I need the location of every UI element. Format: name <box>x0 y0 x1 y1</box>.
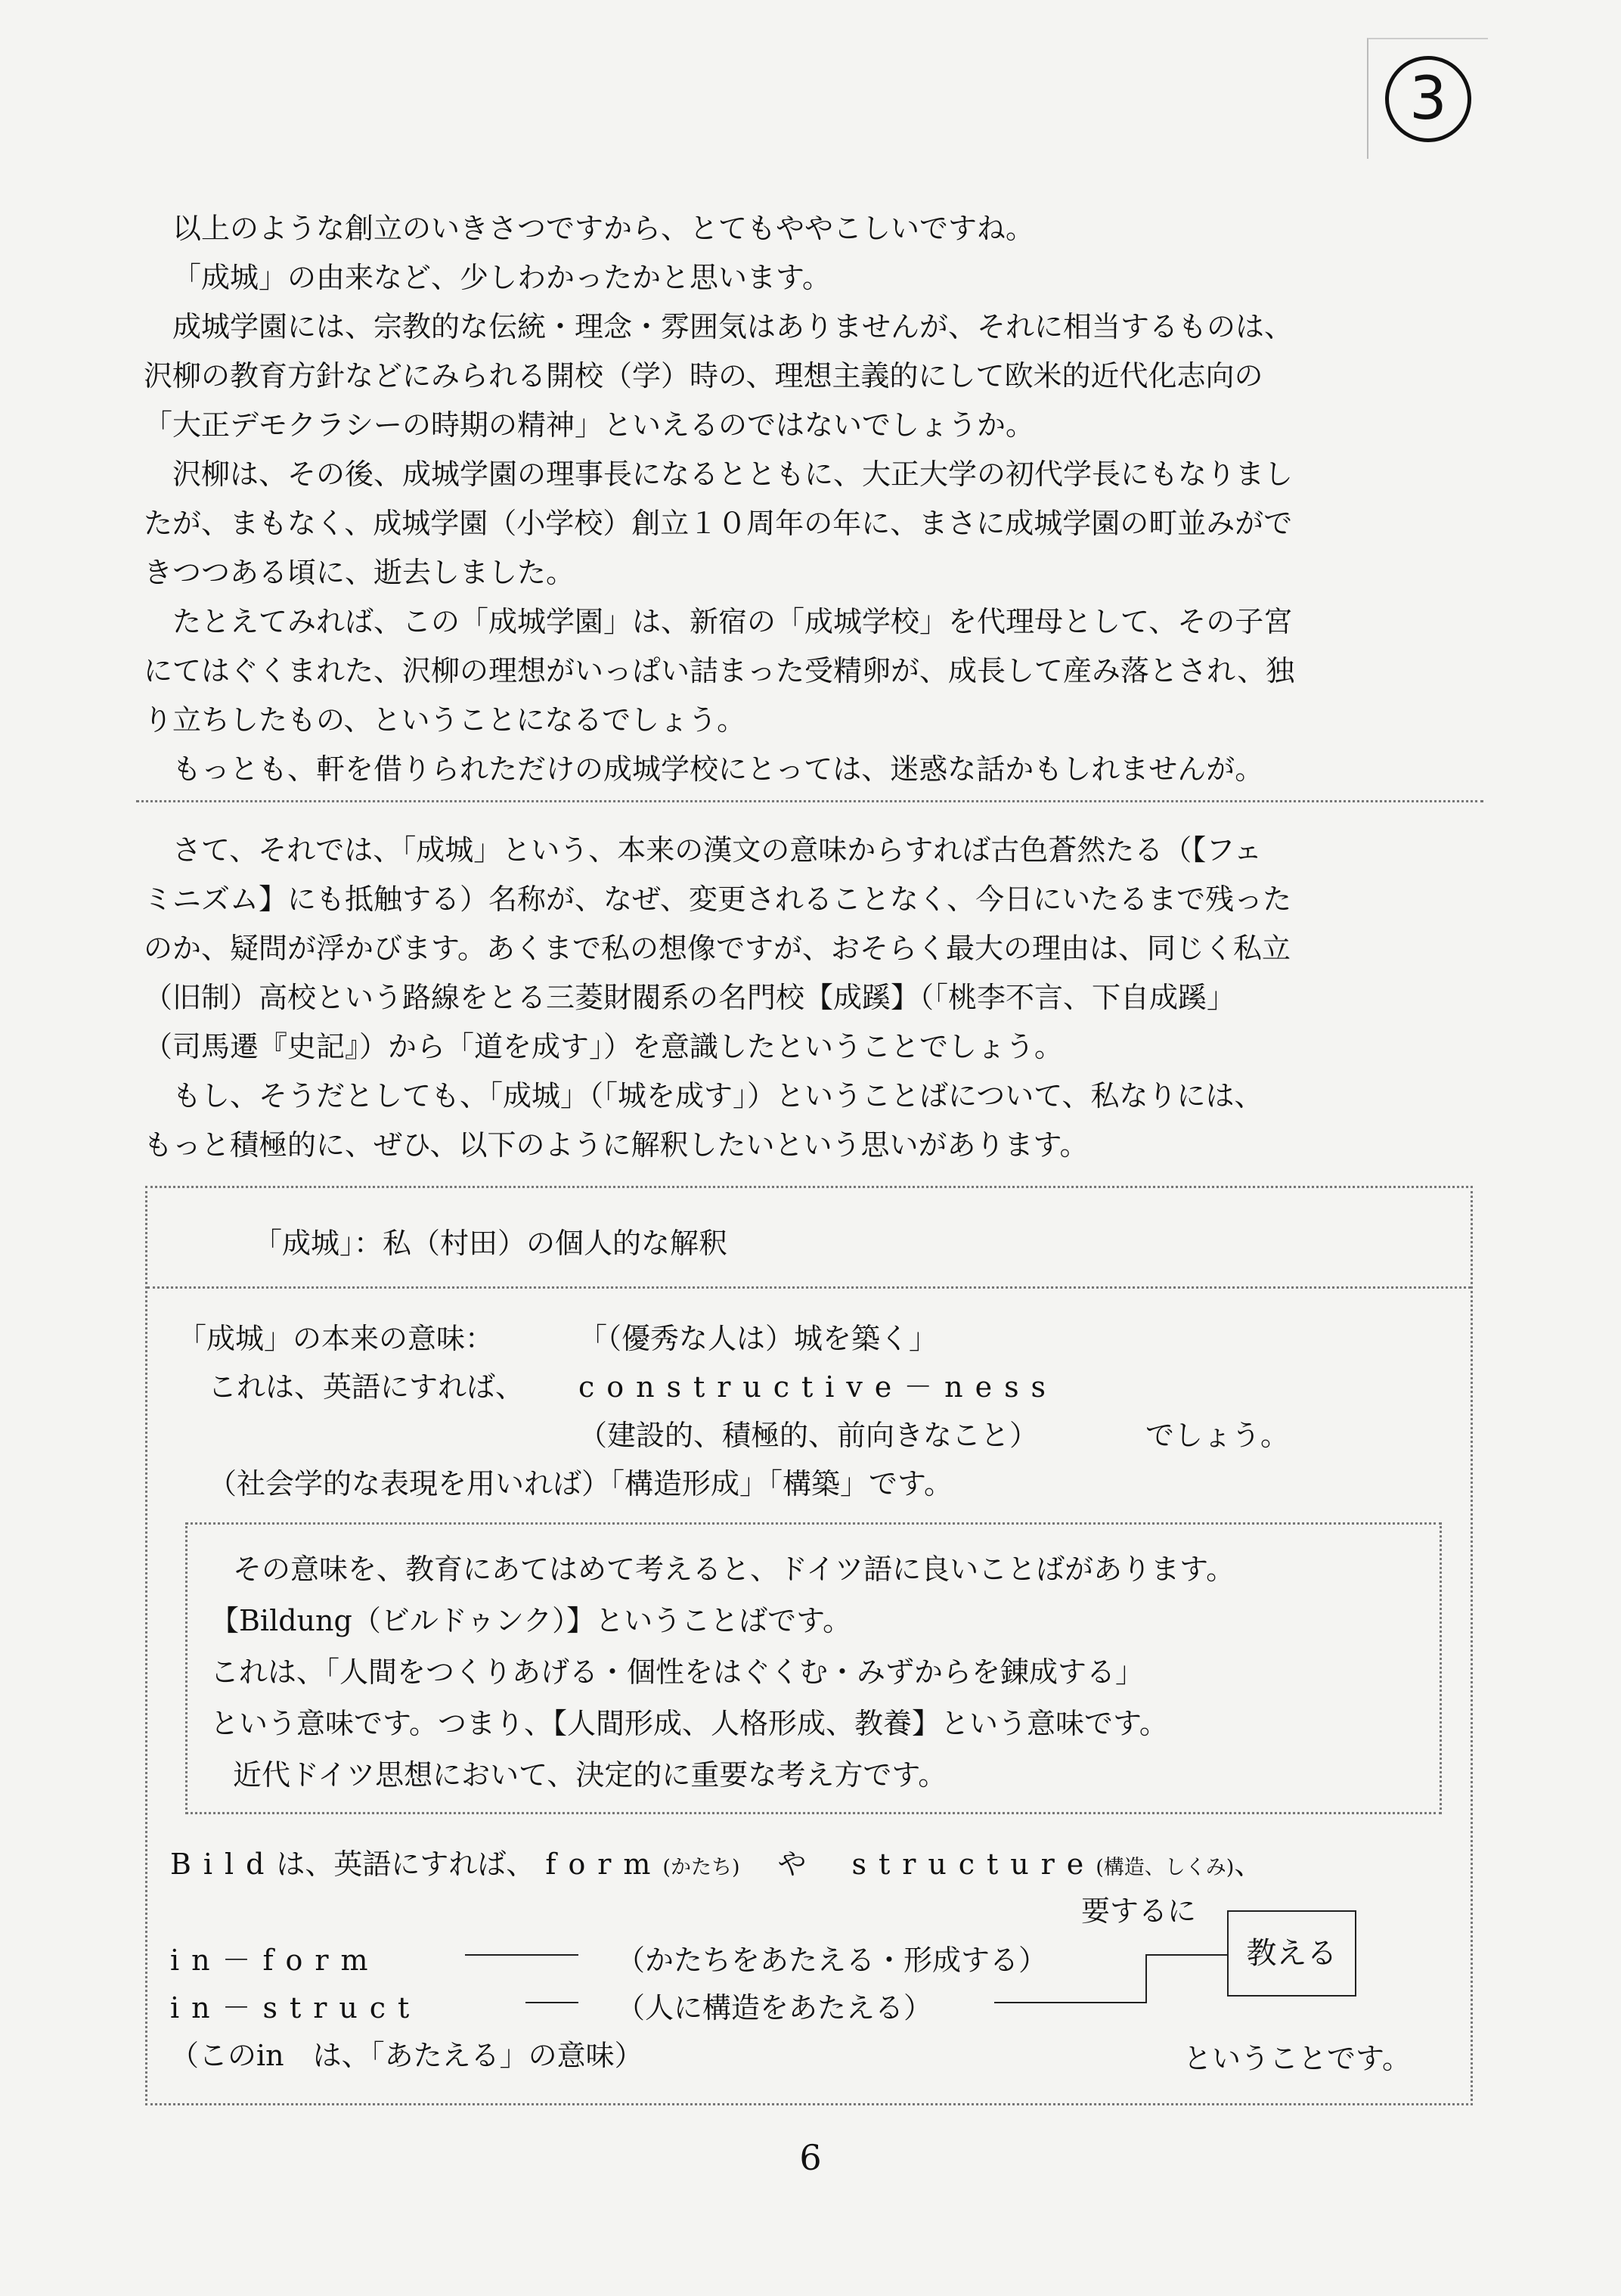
connector-line <box>525 2002 578 2003</box>
meaning-label: 「成城」の本来の意味： <box>178 1322 494 1355</box>
instruct-word: in－struct <box>170 1991 422 2025</box>
form-word: form <box>545 1848 663 1881</box>
form-note: (かたち) <box>662 1856 740 1879</box>
socio-line: （社会学的な表現を用いれば）「構造形成」「構築」です。 <box>208 1467 953 1500</box>
text-line: たが、まもなく、成城学園（小学校）創立１０周年の年に、まさに成城学園の町並みがで <box>144 507 1293 540</box>
structure-word: structure <box>851 1848 1096 1881</box>
text-line: のか、疑問が浮かびます。あくまで私の想像ですが、おそらく最大の理由は、同じく私立 <box>144 932 1291 965</box>
text-line: もっとも、軒を借りられただけの成城学校にとっては、迷惑な話かもしれませんが。 <box>172 752 1264 786</box>
box-divider <box>147 1286 1471 1289</box>
box-title: 「成城」：私（村田）の個人的な解釈 <box>253 1227 728 1260</box>
text-line: り立ちしたもの、ということになるでしょう。 <box>144 703 746 737</box>
text-line: （司馬遷『史記』）から「道を成す」）を意識したということでしょう。 <box>144 1030 1064 1063</box>
text-line: たとえてみれば、この「成城学園」は、新宿の「成城学校」を代理母として、その子宮 <box>172 605 1293 638</box>
text-line: もし、そうだとしても、「成城」（「城を成す」）ということばについて、私なりには、 <box>172 1079 1263 1112</box>
section-badge <box>1367 38 1488 159</box>
conclusion-text: ということです。 <box>1183 2042 1411 2075</box>
teach-box: 教える <box>1227 1910 1356 1997</box>
text-line: （旧制）高校という路線をとる三菱財閥系の名門校【成蹊】（「桃李不言、下自成蹊」 <box>144 981 1236 1014</box>
text-line: 成城学園には、宗教的な伝統・理念・雰囲気はありませんが、それに相当するものは、 <box>172 310 1294 343</box>
connector-line <box>465 1954 578 1956</box>
text-line: にてはぐくまれた、沢柳の理想がいっぱい詰まった受精卵が、成長して産み落とされ、独 <box>144 654 1295 687</box>
bild-mid: は、英語にすれば、 <box>276 1848 535 1881</box>
structure-end: 、 <box>1234 1848 1263 1881</box>
text-line: 「成城」の由来など、少しわかったかと思います。 <box>172 261 831 294</box>
meaning-value: 「（優秀な人は）城を築く」 <box>578 1322 938 1355</box>
instruct-definition: （人に構造をあたえる） <box>616 1991 933 2025</box>
bildung-box <box>185 1522 1442 1814</box>
connector-line <box>1145 1954 1147 2003</box>
text-line: きつつある頃に、逝去しました。 <box>144 556 575 589</box>
text-line: ミニズム】にも抵触する）名称が、なぜ、変更されることなく、今日にいたるまで残った <box>144 883 1292 916</box>
inner-line: 【Bildung（ビルドゥンク）】ということばです。 <box>210 1604 852 1637</box>
structure-note: (構造、しくみ) <box>1096 1856 1235 1879</box>
inner-line: その意味を、教育にあてはめて考えると、ドイツ語に良いことばがあります。 <box>233 1553 1235 1586</box>
dotted-separator <box>136 800 1483 802</box>
text-line: 沢柳の教育方針などにみられる開校（学）時の、理想主義的にして欧米的近代化志向の <box>144 359 1263 392</box>
inner-line: これは、「人間をつくりあげる・個性をはぐくむ・みずからを錬成する」 <box>210 1655 1145 1689</box>
section-number: 3 <box>1385 56 1471 142</box>
inform-word: in－form <box>170 1944 380 1977</box>
bild-line <box>170 1841 1263 1882</box>
inform-definition: （かたちをあたえる・形成する） <box>616 1944 1048 1977</box>
inner-line: 近代ドイツ思想において、決定的に重要な考え方です。 <box>233 1758 947 1792</box>
text-line: 「大正デモクラシーの時期の精神」といえるのではないでしょうか。 <box>144 408 1035 442</box>
second-paragraph <box>144 826 1505 1170</box>
yousuruni-text: 要するに <box>1081 1894 1197 1928</box>
bild-word: Bild <box>170 1848 277 1881</box>
interpretation-box <box>145 1186 1473 2105</box>
text-line: もっと積極的に、ぜひ、以下のように解釈したいという思いがあります。 <box>144 1128 1089 1162</box>
text-line: 沢柳は、その後、成城学園の理事長になるとともに、大正大学の初代学長にもなりまし <box>172 458 1294 491</box>
text-line: さて、それでは、「成城」という、本来の漢文の意味からすれば古色蒼然たる（【フェ <box>172 833 1263 867</box>
in-note: （このin は、「あたえる」の意味） <box>170 2039 643 2072</box>
connector-line <box>1145 1954 1227 1956</box>
page-number: 6 <box>799 2137 822 2178</box>
intro-paragraph <box>144 204 1505 794</box>
inner-line: という意味です。つまり、【人間形成、人格形成、教養】という意味です。 <box>210 1707 1168 1740</box>
english-prefix: これは、英語にすれば、 <box>208 1370 525 1404</box>
paren-definition: （建設的、積極的、前向きなこと） <box>578 1419 1039 1452</box>
connector-line <box>994 2002 1147 2003</box>
ya-text: や <box>777 1848 807 1881</box>
text-line: 以上のような創立のいきさつですから、とてもややこしいですね。 <box>172 212 1035 245</box>
deshou-text: でしょう。 <box>1145 1419 1290 1452</box>
english-word: constructive－ness <box>578 1370 1058 1404</box>
